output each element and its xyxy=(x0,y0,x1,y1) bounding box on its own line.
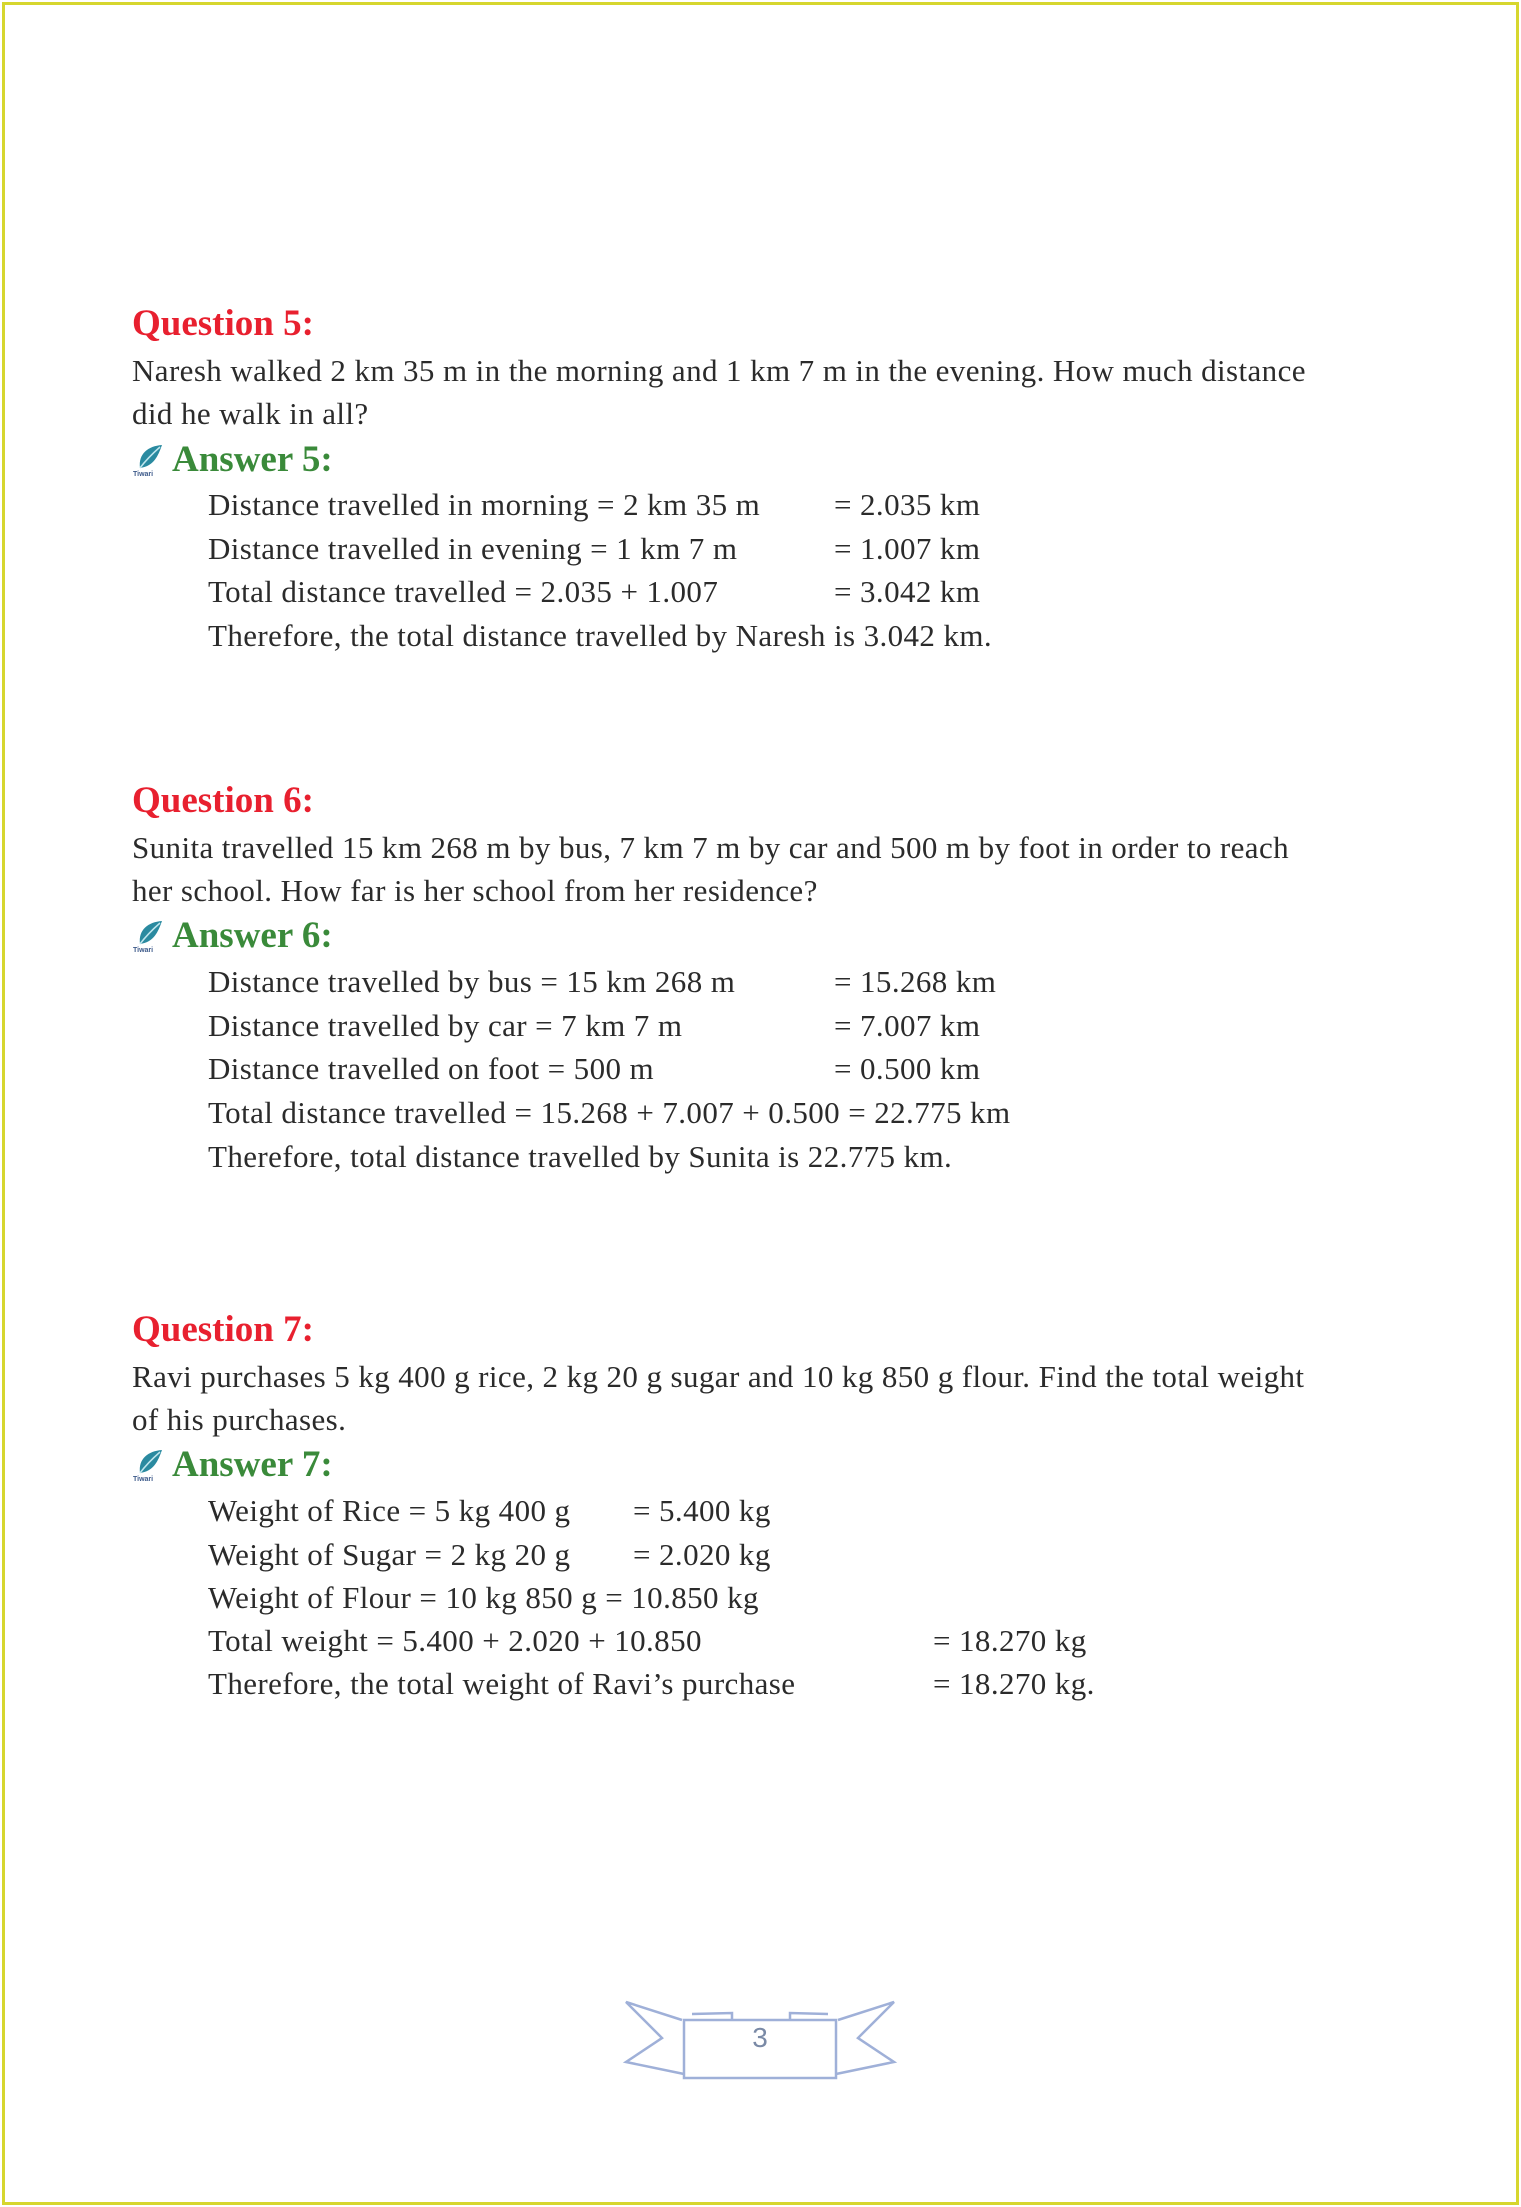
tiwari-leaf-logo-icon xyxy=(132,918,166,954)
question-text: did he walk in all? xyxy=(132,396,369,431)
answer-row-left: Distance travelled by car = 7 km 7 m xyxy=(208,1008,683,1043)
answer-row-left: Distance travelled in evening = 1 km 7 m xyxy=(208,531,738,566)
page-number-ribbon xyxy=(612,1988,908,2094)
answer-row-result: = 5.400 kg xyxy=(633,1493,771,1528)
answer-row-result: = 2.035 km xyxy=(834,487,981,522)
answer-row xyxy=(208,1047,1308,1091)
question-text: Sunita travelled 15 km 268 m by bus, 7 km 7 m by car and 500 m by foot in order to reach xyxy=(132,830,1290,865)
answer-row xyxy=(208,1091,1308,1135)
svg-text:Tiwari: Tiwari xyxy=(133,1476,154,1483)
answer-row xyxy=(208,1489,1308,1533)
answer-row-left: Distance travelled by bus = 15 km 268 m xyxy=(208,964,736,999)
page-number: 3 xyxy=(752,2022,768,2053)
answer-row xyxy=(208,1135,1308,1179)
tiwari-leaf-logo-icon xyxy=(132,1447,166,1483)
question-text: her school. How far is her school from her residence? xyxy=(132,873,818,908)
question-text: of his purchases. xyxy=(132,1402,347,1437)
answer-row-left: Therefore, the total distance travelled by Naresh is 3.042 km. xyxy=(208,618,993,653)
answer-row xyxy=(208,1576,1308,1620)
answer-row xyxy=(208,1619,1308,1663)
answer-row-result: = 0.500 km xyxy=(834,1051,981,1086)
answer-row-left: Total weight = 5.400 + 2.020 + 10.850 xyxy=(208,1623,702,1658)
answer-row xyxy=(208,1004,1308,1048)
answer-row-left: Distance travelled on foot = 500 m xyxy=(208,1051,655,1086)
answer-row-result: = 1.007 km xyxy=(834,531,981,566)
answer-row xyxy=(208,960,1308,1004)
tiwari-leaf-logo-icon xyxy=(132,442,166,478)
answer-row-result: = 3.042 km xyxy=(834,574,981,609)
answer-heading xyxy=(132,1443,333,1487)
answer-row xyxy=(208,483,1308,527)
answer-row-left: Weight of Sugar = 2 kg 20 g xyxy=(208,1537,571,1572)
answer-row-result: = 2.020 kg xyxy=(633,1537,771,1572)
question-text: Naresh walked 2 km 35 m in the morning and 1 km 7 m in the evening. How much distance xyxy=(132,353,1306,388)
answer-row-left: Total distance travelled = 15.268 + 7.007 + 0.500 = 22.775 km xyxy=(208,1095,1011,1130)
answer-row-left: Distance travelled in morning = 2 km 35 m xyxy=(208,487,761,522)
answer-row-left: Total distance travelled = 2.035 + 1.007 xyxy=(208,574,719,609)
answer-heading-label: Answer 6: xyxy=(172,915,333,956)
question-text: Ravi purchases 5 kg 400 g rice, 2 kg 20 g sugar and 10 kg 850 g flour. Find the total weight xyxy=(132,1359,1305,1394)
question-heading: Question 5: xyxy=(132,303,314,344)
answer-row xyxy=(208,614,1308,658)
question-heading: Question 6: xyxy=(132,780,314,821)
answer-row-left: Weight of Flour = 10 kg 850 g = 10.850 kg xyxy=(208,1580,759,1615)
answer-row-result: = 15.268 km xyxy=(834,964,997,999)
answer-row-result: = 18.270 kg. xyxy=(933,1666,1095,1701)
answer-heading-label: Answer 5: xyxy=(172,439,333,480)
answer-row xyxy=(208,1533,1308,1577)
answer-heading xyxy=(132,914,333,958)
answer-row-left: Therefore, the total weight of Ravi’s purchase xyxy=(208,1666,796,1701)
answer-heading xyxy=(132,438,333,482)
answer-row-left: Therefore, total distance travelled by Sunita is 22.775 km. xyxy=(208,1139,953,1174)
question-heading: Question 7: xyxy=(132,1309,314,1350)
answer-row xyxy=(208,527,1308,571)
answer-row xyxy=(208,1662,1308,1706)
svg-text:Tiwari: Tiwari xyxy=(133,471,154,478)
answer-heading-label: Answer 7: xyxy=(172,1444,333,1485)
answer-row-result: = 7.007 km xyxy=(834,1008,981,1043)
answer-row-left: Weight of Rice = 5 kg 400 g xyxy=(208,1493,571,1528)
answer-row-result: = 18.270 kg xyxy=(933,1623,1087,1658)
answer-row xyxy=(208,570,1308,614)
svg-text:Tiwari: Tiwari xyxy=(133,947,154,954)
